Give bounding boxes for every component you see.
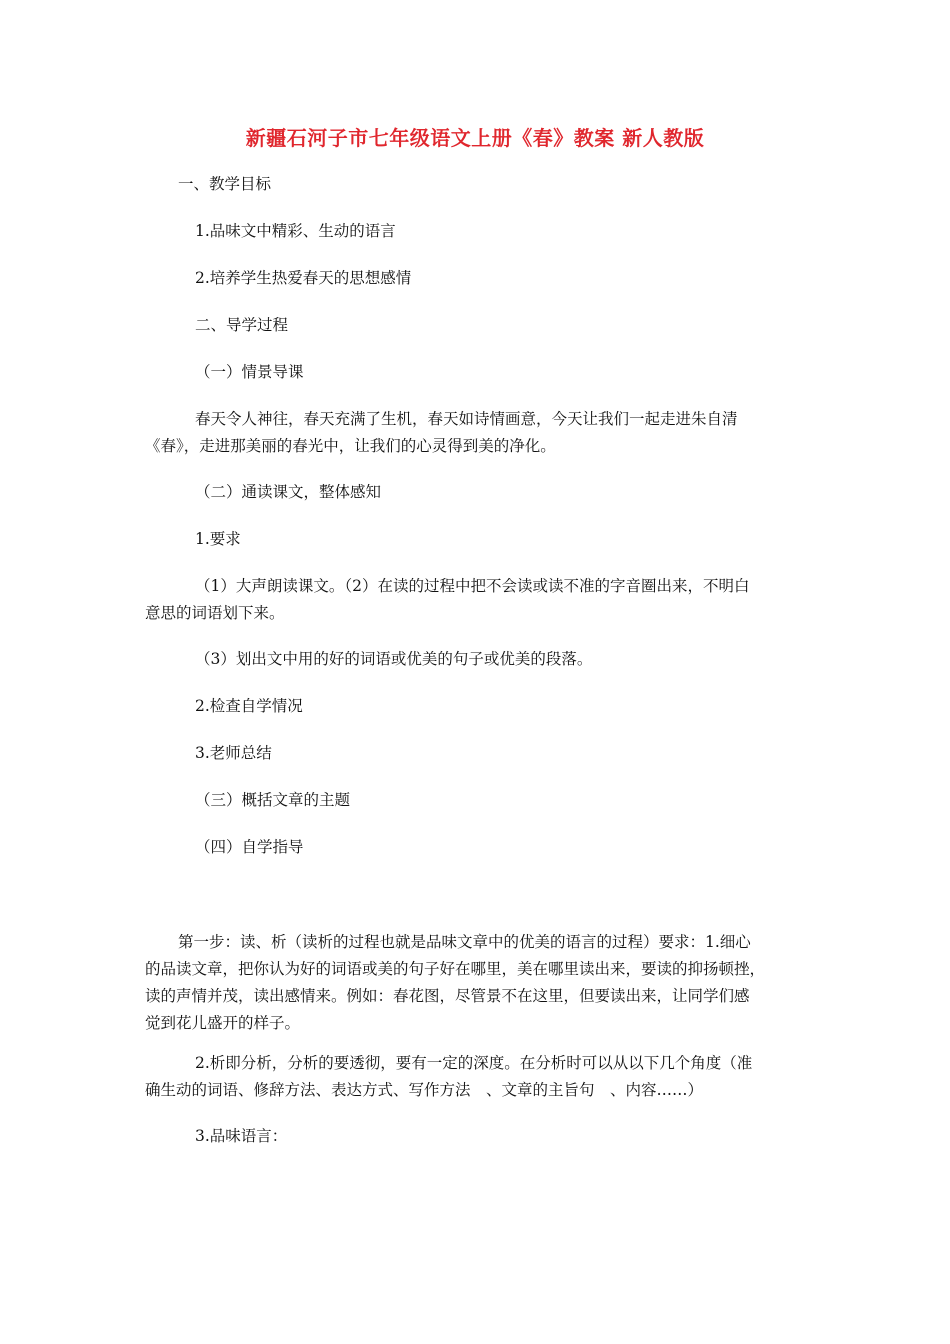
goal-item-2: 2.培养学生热爱春天的思想感情 — [195, 269, 412, 287]
paragraph-analysis — [145, 1050, 815, 1104]
paragraph-line: （1）大声朗读课文。（2）在读的过程中把不会读或读不准的字音圈出来，不明白 — [195, 577, 750, 595]
document-title: 新疆石河子市七年级语文上册《春》教案 新人教版 — [245, 126, 705, 150]
subsection-reading: （二）通读课文，整体感知 — [195, 483, 382, 501]
goal-item-1: 1.品味文中精彩、生动的语言 — [195, 222, 396, 240]
paragraph-requirements — [145, 573, 815, 627]
paragraph-line: 第一步：读、析（读析的过程也就是品味文章中的优美的语言的过程）要求：1.细心 — [178, 933, 751, 951]
paragraph-line: 读的声情并茂，读出感情来。例如：春花图，尽管景不在这里，但要读出来，让同学们感 — [145, 987, 750, 1005]
paragraph-line: 意思的词语划下来。 — [145, 604, 285, 622]
paragraph-line: 《春》，走进那美丽的春光中，让我们的心灵得到美的净化。 — [145, 437, 556, 455]
paragraph-line: 的品读文章，把你认为好的词语或美的句子好在哪里，美在哪里读出来，要读的抑扬顿挫， — [145, 960, 766, 978]
list-item-requirements: 1.要求 — [195, 530, 241, 548]
paragraph-line: 确生动的词语、修辞方法、表达方式、写作方法 、文章的主旨句 、内容……） — [145, 1081, 704, 1099]
paragraph-line: 2.析即分析，分析的要透彻，要有一定的深度。在分析时可以从以下几个角度（准 — [195, 1054, 753, 1072]
paragraph-step-one — [145, 929, 815, 1037]
section-heading-teaching-goals: 一、教学目标 — [178, 175, 272, 193]
paragraph-intro — [145, 406, 815, 460]
section-heading-guided-process: 二、导学过程 — [195, 316, 289, 334]
paragraph-line: 觉到花儿盛开的样子。 — [145, 1014, 301, 1032]
subsection-intro: （一）情景导课 — [195, 363, 304, 381]
subsection-guidance: （四）自学指导 — [195, 838, 304, 856]
list-item-taste-language: 3.品味语言： — [195, 1127, 288, 1145]
list-item-summary: 3.老师总结 — [195, 744, 272, 762]
requirement-item-3: （3）划出文中用的好的词语或优美的句子或优美的段落。 — [195, 650, 593, 668]
paragraph-line: 春天令人神往，春天充满了生机，春天如诗情画意，今天让我们一起走进朱自清 — [195, 410, 738, 428]
list-item-check: 2.检查自学情况 — [195, 697, 303, 715]
subsection-theme: （三）概括文章的主题 — [195, 791, 351, 809]
